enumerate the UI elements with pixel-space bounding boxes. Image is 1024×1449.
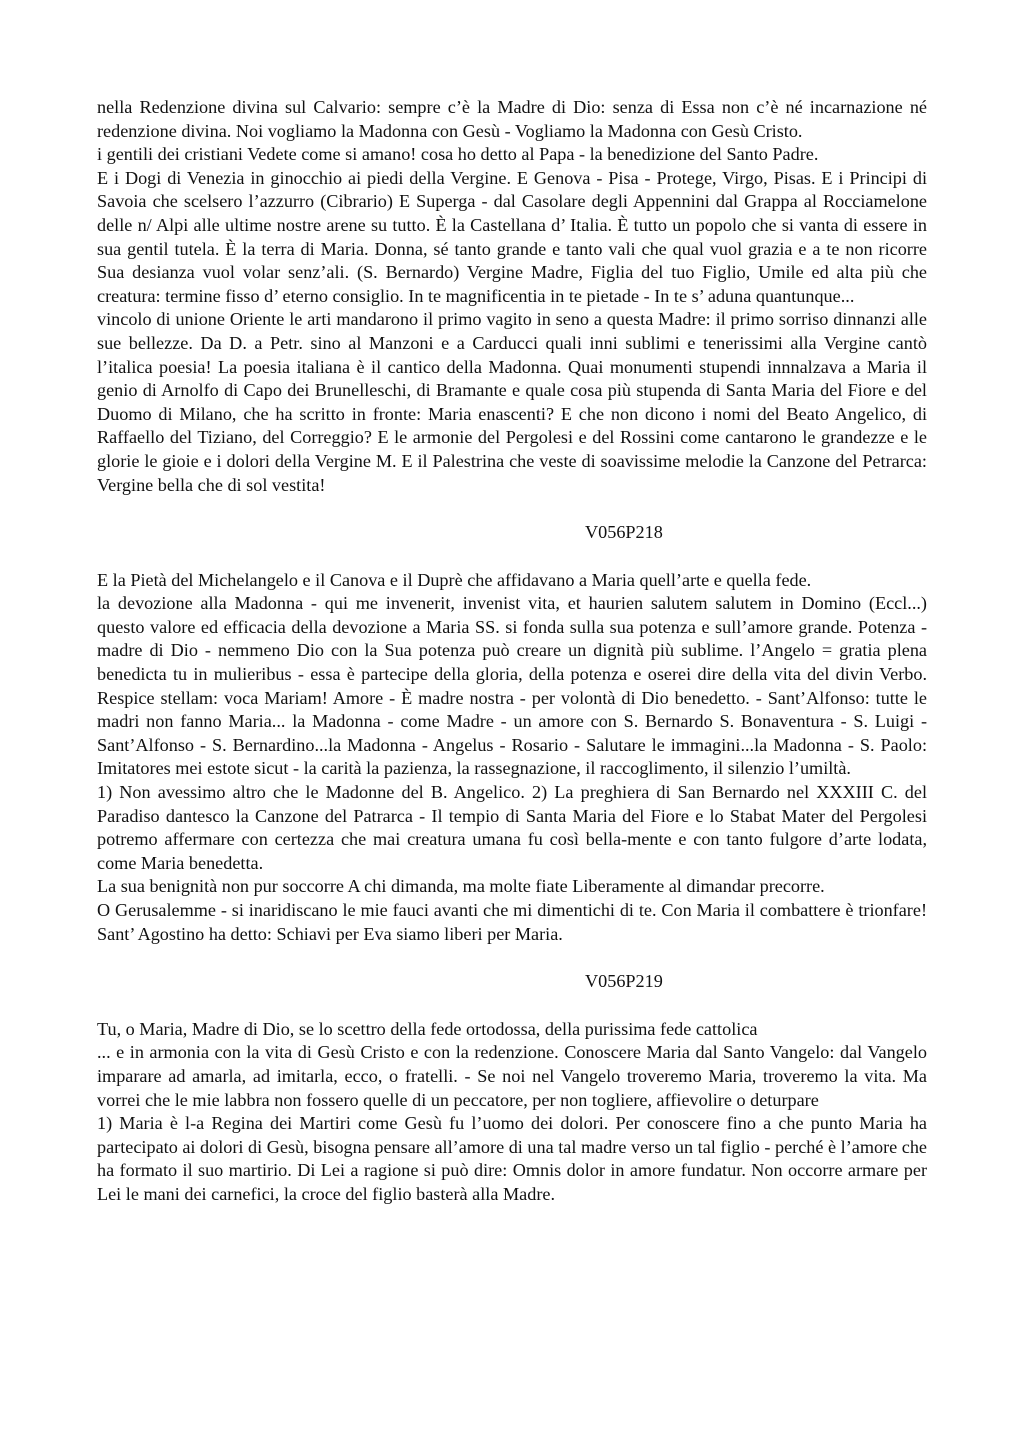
paragraph: O Gerusalemme - si inaridiscano le mie fauci avanti che mi dimentichi di te. Con Maria il combattere è trionfare! Sant’ Agostino ha detto: Schiavi per Eva siamo liberi per Maria. bbox=[97, 900, 927, 944]
paragraph: 1) Non avessimo altro che le Madonne del B. Angelico. 2) La preghiera di San Bernardo nel XXXIII C. del Paradiso dantesco la Canzone del Patrarca - Il tempio di Santa Maria del Fiore e lo Stabat Mater del Pergolesi potremo affermare con certezza che mai creatura umana fu così bella-mente e con tanto fulgore d’arte lodata, come Maria benedetta. bbox=[97, 782, 927, 873]
paragraph: E la Pietà del Michelangelo e il Canova e il Duprè che affidavano a Maria quell’arte e quella fede. bbox=[97, 569, 812, 590]
paragraph: 1) Maria è l-a Regina dei Martiri come Gesù fu l’uomo dei dolori. Per conoscere fino a che punto Maria ha partecipato ai dolori di Gesù, bisogna pensare all’amore di una tal madre verso un tal figlio - perché è l’amore che ha formato il suo martirio. Di Lei a ragione si può dire: Omnis dolor in amore fundatur. Non occorre armare per Lei le mani dei carnefici, la croce del figlio basterà alla Madre. bbox=[97, 1113, 927, 1204]
document-page bbox=[97, 96, 927, 1207]
paragraph: La sua benignità non pur soccorre A chi dimanda, ma molte fiate Liberamente al dimandar precorre. bbox=[97, 876, 825, 897]
paragraph: i gentili dei cristiani Vedete come si amano! cosa ho detto al Papa - la benedizione del Santo Padre. bbox=[97, 144, 819, 165]
paragraph: Tu, o Maria, Madre di Dio, se lo scettro della fede ortodossa, della purissima fede cattolica bbox=[97, 1018, 758, 1039]
paragraph: vincolo di unione Oriente le arti mandarono il primo vagito in seno a questa Madre: il primo sorriso dinnanzi alle sue bellezze. Da D. a Petr. sino al Manzoni e a Carducci quali inni sublimi e tenerissimi alla Vergine cantò l’italica poesia! La poesia italiana è il cantico della Madonna. Quai monumenti stupendi innnalzava a Maria il genio di Arnolfo di Capo dei Brunelleschi, di Bramante e quale cosa più stupenda di Santa Maria del Fiore e del Duomo di Milano, che ha scritto in fronte: Maria enascenti? E che non dicono i nomi del Beato Angelico, di Raffaello del Tiziano, del Correggio? E le armonie del Pergolesi e del Rossini come cantarono le grandezze e le glorie le gioie e i dolori della Vergine M. E il Palestrina che veste di soavissime melodie la Canzone del Petrarca: Vergine bella che di sol vestita! bbox=[97, 309, 927, 495]
paragraph: nella Redenzione divina sul Calvario: sempre c’è la Madre di Dio: senza di Essa non c’è né incarnazione né redenzione divina. Noi vogliamo la Madonna con Gesù - Vogliamo la Madonna con Gesù Cristo. bbox=[97, 97, 927, 141]
paragraph: la devozione alla Madonna - qui me invenerit, invenist vita, et haurien salutem salutem in Domino (Eccl...) questo valore ed efficacia della devozione a Maria SS. si fonda sulla sua potenza e sull’amore grande. Potenza - madre di Dio - nemmeno Dio con la Sua potenza può creare un dignità più sublime. l’Angelo = gratia plena benedicta tu in mulieribus - essa è partecipe della gloria, della potenza e oserei dire della vita del divin Verbo. Respice stellam: voca Mariam! Amore - È madre nostra - per volontà di Dio benedetto. - Sant’Alfonso: tutte le madri non fanno Maria... la Madonna - come Madre - un amore con S. Bernardo S. Bonaventura - S. Luigi - Sant’Alfonso - S. Bernardino...la Madonna - Angelus - Rosario - Salutare le immagini...la Madonna - S. Paolo: Imitatores mei estote sicut - la carità la pazienza, la rassegnazione, il raccoglimento, il silenzio l’umiltà. bbox=[97, 593, 927, 779]
page-marker: V056P219 bbox=[585, 971, 663, 992]
paragraph: E i Dogi di Venezia in ginocchio ai piedi della Vergine. E Genova - Pisa - Protege, Virgo, Pisas. E i Principi di Savoia che scelsero l’azzurro (Cibrario) E Superga - dal Casolare degli Appennini dal Grappa al Rocciamelone delle n/ Alpi alle ultime nostre arene su tutto. È la Castellana d’ Italia. È tutto un popolo che si vanta di essere in sua gentil tutela. È la terra di Maria. Donna, sé tanto grande e tanto vali che qual vuol grazia e a te non ricorre Sua desianza vuol volar senz’ali. (S. Bernardo) Vergine Madre, Figlia del tuo Figlio, Umile ed alta più che creatura: termine fisso d’ eterno consiglio. In te magnificentia in te pietade - In te s’ aduna quantunque... bbox=[97, 167, 927, 306]
page-marker: V056P218 bbox=[585, 522, 663, 543]
paragraph: ... e in armonia con la vita di Gesù Cristo e con la redenzione. Conoscere Maria dal Santo Vangelo: dal Vangelo imparare ad amarla, ad imitarla, ecco, o fratelli. - Se noi nel Vangelo troveremo Maria, troveremo la vita. Ma vorrei che le mie labbra non fossero quelle di un peccatore, per non togliere, affievolire o deturpare bbox=[97, 1042, 927, 1110]
